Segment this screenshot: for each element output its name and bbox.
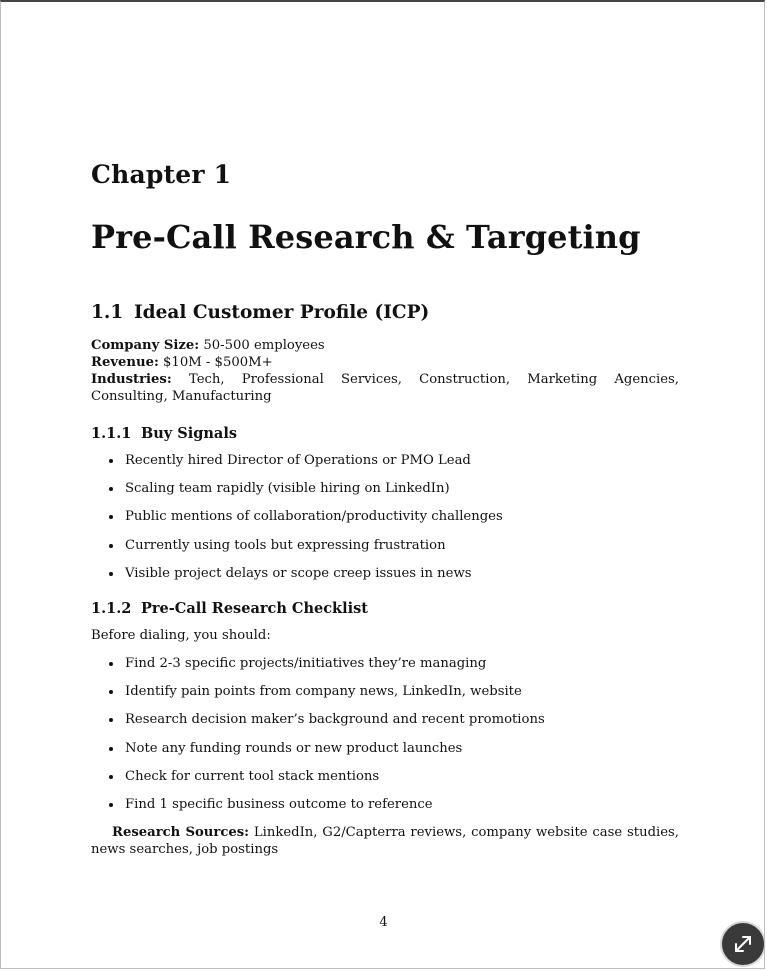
subsection-number: 1.1.1 — [91, 425, 132, 442]
profile-label: Industries: — [91, 372, 172, 387]
section-number: 1.1 — [91, 302, 124, 323]
buy-signals-heading — [91, 425, 237, 442]
profile-industries — [91, 371, 679, 405]
list-item: Currently using tools but expressing frustration — [91, 537, 503, 565]
list-item: Recently hired Director of Operations or PMO Lead — [91, 452, 503, 480]
page-number: 4 — [379, 915, 388, 930]
profile-value: 50-500 employees — [203, 338, 325, 353]
list-item: Find 2-3 specific projects/initiatives they’re managing — [91, 655, 545, 683]
list-item: Note any funding rounds or new product launches — [91, 740, 545, 768]
icp-profile — [91, 337, 679, 405]
chapter-title: Pre-Call Research & Targeting — [91, 218, 641, 256]
list-item: Scaling team rapidly (visible hiring on LinkedIn) — [91, 480, 503, 508]
subsection-title: Buy Signals — [141, 425, 237, 442]
research-sources-text: LinkedIn, G2/Capterra reviews, company website case studies, news searches, job postings — [91, 825, 679, 857]
checklist-intro: Before dialing, you should: — [91, 628, 271, 643]
profile-label: Company Size: — [91, 338, 200, 353]
checklist-list — [91, 655, 545, 824]
profile-company-size — [91, 337, 679, 354]
checklist-heading — [91, 600, 368, 617]
list-item: Find 1 specific business outcome to reference — [91, 796, 545, 824]
chapter-label: Chapter 1 — [91, 160, 232, 189]
list-item: Visible project delays or scope creep issues in news — [91, 565, 503, 593]
profile-value: $10M - $500M+ — [163, 355, 273, 370]
research-sources-label: Research Sources: — [112, 825, 250, 840]
subsection-title: Pre-Call Research Checklist — [141, 600, 368, 617]
expand-arrows-icon — [732, 933, 754, 955]
list-item: Research decision maker’s background and recent promotions — [91, 711, 545, 739]
expand-button[interactable] — [720, 921, 765, 967]
profile-label: Revenue: — [91, 355, 159, 370]
profile-value: Tech, Professional Services, Construction, Marketing Agencies, Consulting, Manufacturing — [91, 372, 679, 404]
list-item: Identify pain points from company news, LinkedIn, website — [91, 683, 545, 711]
buy-signals-list — [91, 452, 503, 593]
list-item: Public mentions of collaboration/productivity challenges — [91, 508, 503, 536]
profile-revenue — [91, 354, 679, 371]
list-item: Check for current tool stack mentions — [91, 768, 545, 796]
subsection-number: 1.1.2 — [91, 600, 132, 617]
section-heading — [91, 302, 429, 323]
research-sources — [91, 824, 679, 858]
section-title: Ideal Customer Profile (ICP) — [134, 302, 430, 323]
